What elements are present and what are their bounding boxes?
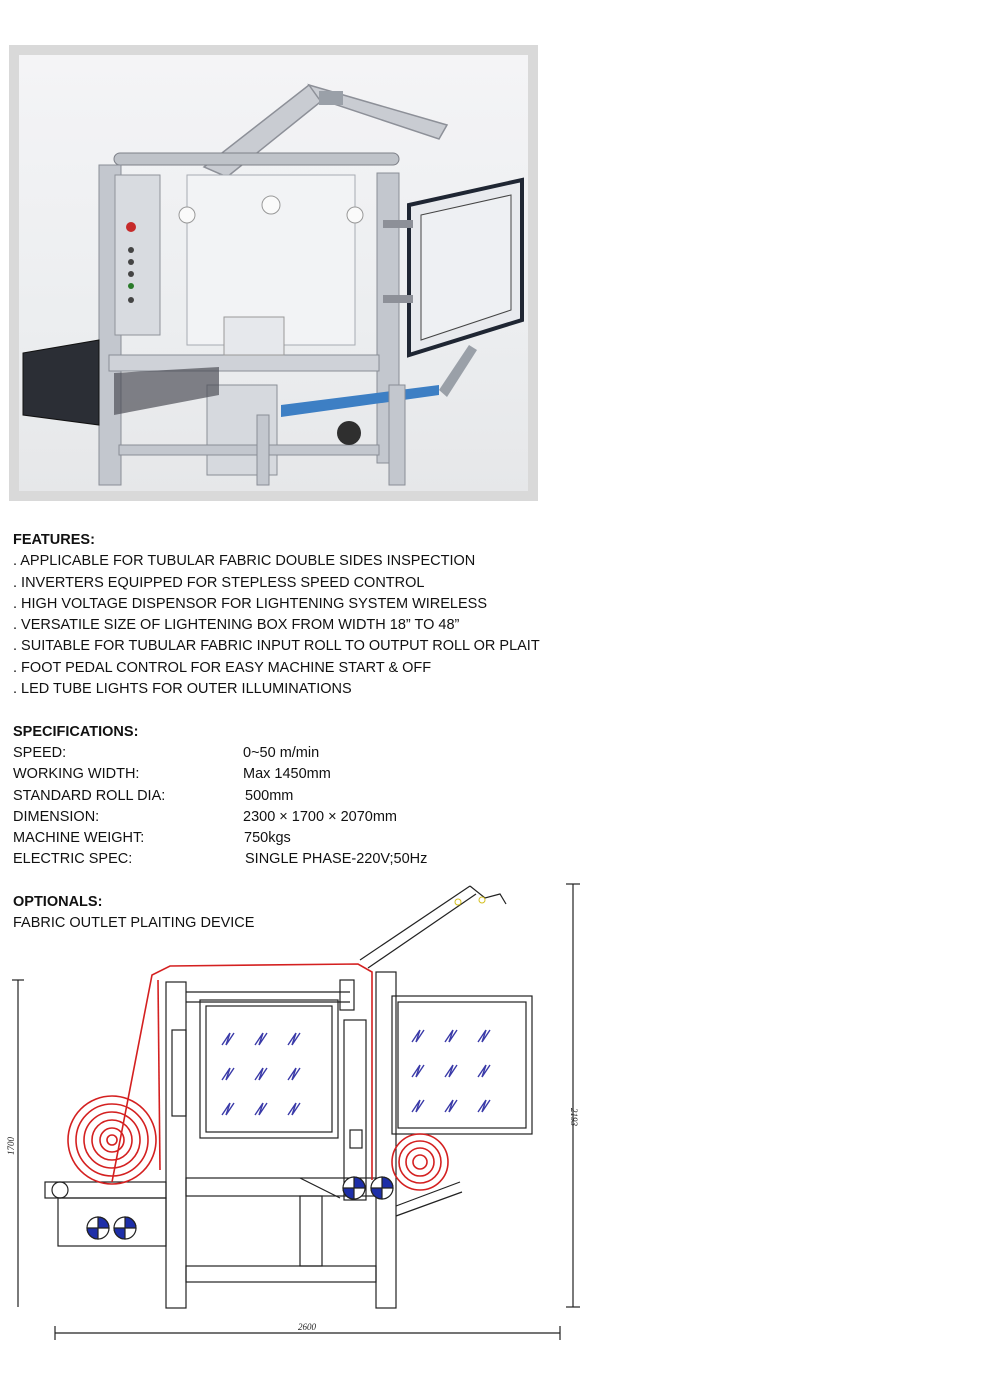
dim-height-left: 1700 [6,1137,16,1155]
specifications-section [13,722,428,870]
spec-value: 500mm [245,787,294,804]
spec-label: WORKING WIDTH: [13,766,140,783]
spec-row-working-width [13,764,331,785]
feature-item: . INVERTERS EQUIPPED FOR STEPLESS SPEED CONTROL [13,574,425,591]
inspection-machine-photo [19,55,528,491]
features-heading: FEATURES: [13,532,95,548]
spec-value: 0~50 m/min [243,745,320,762]
optional-item: FABRIC OUTLET PLAITING DEVICE [13,915,255,932]
features-section [13,530,540,700]
feature-item: . LED TUBE LIGHTS FOR OUTER ILLUMINATIONS [13,681,352,698]
spec-value: 750kgs [244,830,291,847]
spec-label: SPEED: [13,745,67,762]
feature-item: . FOOT PEDAL CONTROL FOR EASY MACHINE START & OFF [13,659,432,676]
feature-item: . HIGH VOLTAGE DISPENSOR FOR LIGHTENING SYSTEM WIRELESS [13,595,488,612]
feature-item: . SUITABLE FOR TUBULAR FABRIC INPUT ROLL TO OUTPUT ROLL OR PLAIT [13,638,540,655]
spec-row-dimension [13,807,397,828]
feature-item: . VERSATILE SIZE OF LIGHTENING BOX FROM WIDTH 18” TO 48” [13,617,460,634]
spec-label: ELECTRIC SPEC: [13,851,133,868]
spec-label: STANDARD ROLL DIA: [13,787,166,804]
specifications-heading: SPECIFICATIONS: [13,724,139,740]
spec-row-weight [13,828,291,849]
spec-value: 2300 × 1700 × 2070mm [243,808,397,825]
spec-value: Max 1450mm [243,766,331,783]
product-photo-frame [9,45,538,501]
optionals-heading: OPTIONALS: [13,894,103,910]
technical-drawing [0,870,600,1350]
spec-row-roll-dia [13,786,294,807]
spec-row-speed [13,743,320,764]
dim-width: 2600 [298,1322,316,1332]
spec-row-electric [13,849,428,870]
spec-value: SINGLE PHASE-220V;50Hz [245,851,428,868]
feature-item: . APPLICABLE FOR TUBULAR FABRIC DOUBLE SIDES INSPECTION [13,553,476,570]
dim-height-right: 2193 [569,1108,579,1126]
spec-label: MACHINE WEIGHT: [13,830,145,847]
spec-label: DIMENSION: [13,808,100,825]
